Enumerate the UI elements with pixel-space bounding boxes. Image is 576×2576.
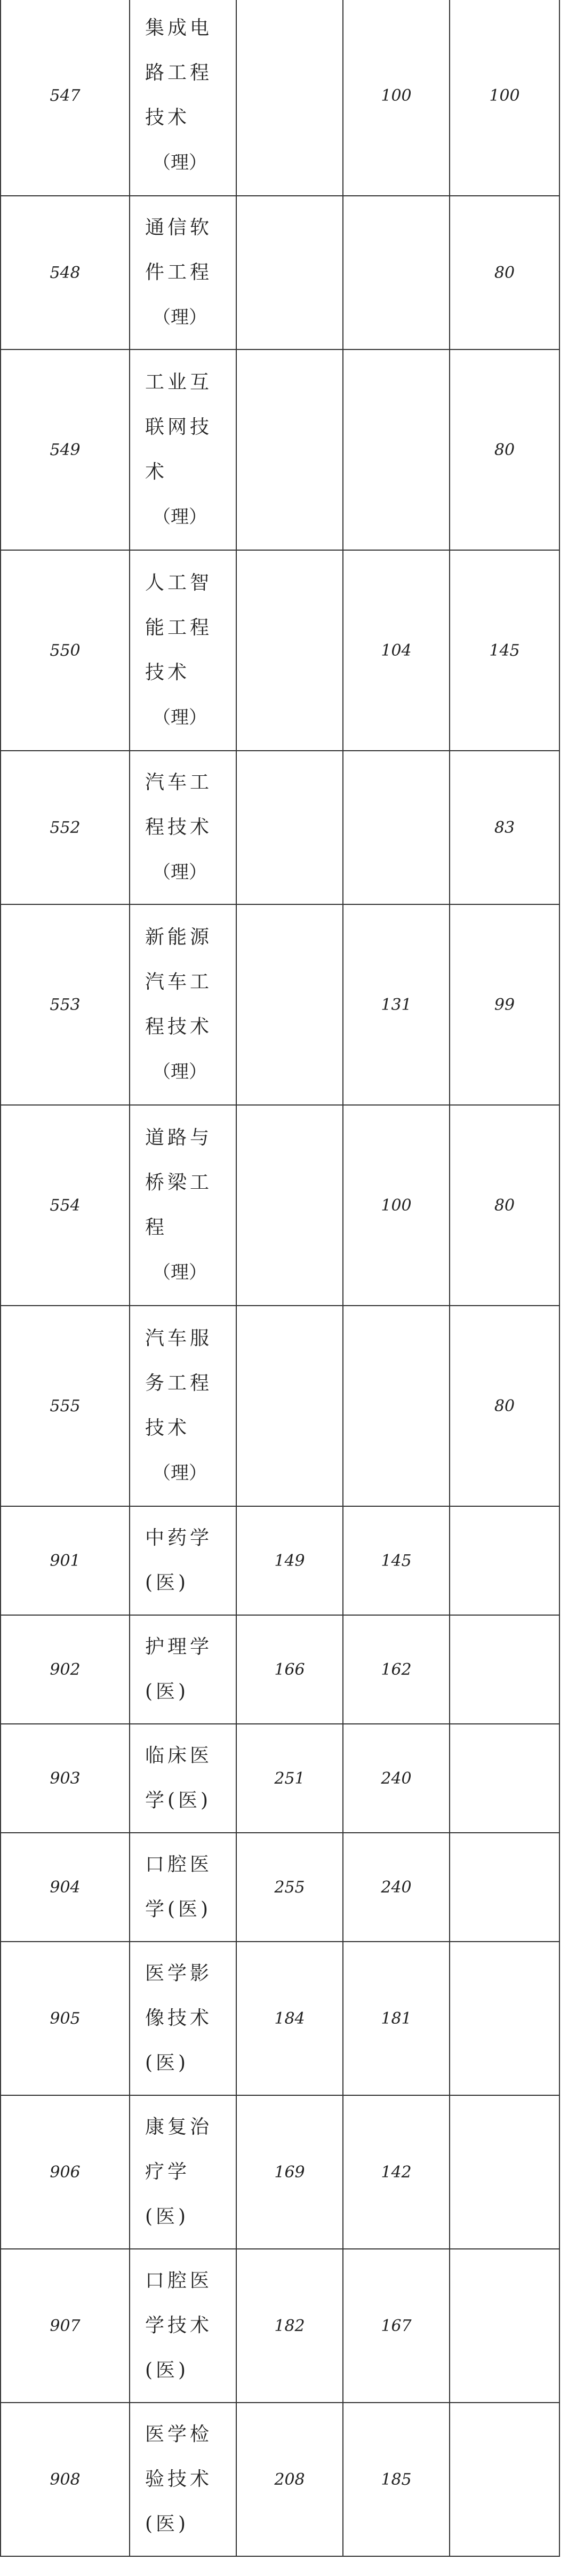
major-name-cell bbox=[130, 196, 236, 349]
score-cell-c: 80 bbox=[450, 1105, 559, 1306]
major-name-text: 口腔医学(医) bbox=[145, 1854, 213, 1920]
major-name-text: 康复治疗学(医) bbox=[145, 2116, 213, 2228]
subject-tag: （理） bbox=[153, 1061, 207, 1083]
score-table-body bbox=[1, 0, 559, 2556]
major-name-text: 临床医学(医) bbox=[145, 1745, 213, 1811]
major-name-cell bbox=[130, 2403, 236, 2556]
major-name-cell bbox=[130, 0, 236, 196]
score-cell-c: 99 bbox=[450, 904, 559, 1105]
score-cell-a: 166 bbox=[236, 1615, 343, 1724]
major-name-text: 道路与桥梁工程 bbox=[145, 1127, 213, 1238]
major-name-cell bbox=[130, 1615, 236, 1724]
subject-tag: （理） bbox=[153, 152, 207, 173]
score-cell-b: 167 bbox=[343, 2249, 450, 2403]
score-cell-a bbox=[236, 550, 343, 751]
score-cell-c: 145 bbox=[450, 550, 559, 751]
major-name-text: 口腔医学技术(医) bbox=[145, 2270, 213, 2381]
major-code-cell: 549 bbox=[1, 349, 130, 550]
major-name-cell bbox=[130, 2249, 236, 2403]
major-code-cell: 908 bbox=[1, 2403, 130, 2556]
score-cell-b: 240 bbox=[343, 1724, 450, 1833]
table-row bbox=[1, 904, 559, 1105]
score-cell-b: 240 bbox=[343, 1833, 450, 1942]
score-cell-a: 255 bbox=[236, 1833, 343, 1942]
major-code-cell: 552 bbox=[1, 751, 130, 904]
score-cell-a: 149 bbox=[236, 1506, 343, 1615]
major-code-cell: 902 bbox=[1, 1615, 130, 1724]
major-name-text: 工业互联网技术 bbox=[145, 371, 213, 483]
major-name-cell bbox=[130, 1306, 236, 1506]
score-cell-a: 208 bbox=[236, 2403, 343, 2556]
major-name-text: 护理学(医) bbox=[145, 1636, 213, 1703]
score-cell-a bbox=[236, 904, 343, 1105]
major-name-cell bbox=[130, 1833, 236, 1942]
score-cell-b: 100 bbox=[343, 1105, 450, 1306]
score-cell-a bbox=[236, 0, 343, 196]
score-cell-c: 80 bbox=[450, 196, 559, 349]
table-row bbox=[1, 349, 559, 550]
major-code-cell: 548 bbox=[1, 196, 130, 349]
major-name-cell bbox=[130, 1942, 236, 2095]
score-cell-b: 142 bbox=[343, 2095, 450, 2249]
major-name-text: 新能源汽车工程技术 bbox=[145, 926, 213, 1038]
major-code-cell: 547 bbox=[1, 0, 130, 196]
score-cell-c: 80 bbox=[450, 1306, 559, 1506]
major-name-cell bbox=[130, 1724, 236, 1833]
major-name-text: 中药学(医) bbox=[145, 1527, 213, 1594]
score-cell-a bbox=[236, 349, 343, 550]
major-code-cell: 904 bbox=[1, 1833, 130, 1942]
table-row bbox=[1, 1724, 559, 1833]
subject-tag: （理） bbox=[153, 506, 207, 528]
score-cell-b bbox=[343, 349, 450, 550]
subject-tag: （理） bbox=[153, 307, 207, 328]
subject-tag: （理） bbox=[153, 1462, 207, 1484]
table-row bbox=[1, 196, 559, 349]
score-cell-a: 169 bbox=[236, 2095, 343, 2249]
major-code-cell: 554 bbox=[1, 1105, 130, 1306]
score-cell-c bbox=[450, 1506, 559, 1615]
major-code-cell: 907 bbox=[1, 2249, 130, 2403]
table-row bbox=[1, 1615, 559, 1724]
major-name-cell bbox=[130, 349, 236, 550]
score-cell-a: 184 bbox=[236, 1942, 343, 2095]
major-code-cell: 553 bbox=[1, 904, 130, 1105]
score-cell-a bbox=[236, 1105, 343, 1306]
major-code-cell: 555 bbox=[1, 1306, 130, 1506]
score-cell-b: 104 bbox=[343, 550, 450, 751]
major-name-text: 汽车服务工程技术 bbox=[145, 1327, 213, 1439]
score-cell-b bbox=[343, 196, 450, 349]
score-cell-b bbox=[343, 751, 450, 904]
score-cell-c bbox=[450, 2249, 559, 2403]
major-code-cell: 901 bbox=[1, 1506, 130, 1615]
score-cell-b: 185 bbox=[343, 2403, 450, 2556]
score-cell-c bbox=[450, 1942, 559, 2095]
major-name-cell bbox=[130, 1506, 236, 1615]
score-cell-c bbox=[450, 2403, 559, 2556]
table-row bbox=[1, 1105, 559, 1306]
major-name-text: 人工智能工程技术 bbox=[145, 572, 213, 683]
subject-tag: （理） bbox=[153, 862, 207, 883]
major-name-text: 医学影像技术(医) bbox=[145, 1962, 213, 2074]
major-name-cell bbox=[130, 2095, 236, 2249]
major-name-text: 通信软件工程 bbox=[145, 217, 213, 283]
table-row bbox=[1, 751, 559, 904]
major-name-text: 集成电路工程技术 bbox=[145, 17, 213, 129]
score-cell-c bbox=[450, 1833, 559, 1942]
table-row bbox=[1, 2403, 559, 2556]
table-row bbox=[1, 1506, 559, 1615]
score-cell-a bbox=[236, 1306, 343, 1506]
score-cell-b: 162 bbox=[343, 1615, 450, 1724]
score-cell-c: 83 bbox=[450, 751, 559, 904]
score-cell-b bbox=[343, 1306, 450, 1506]
subject-tag: （理） bbox=[153, 1262, 207, 1283]
table-row bbox=[1, 2095, 559, 2249]
score-cell-b: 131 bbox=[343, 904, 450, 1105]
table-row bbox=[1, 1942, 559, 2095]
major-code-cell: 905 bbox=[1, 1942, 130, 2095]
score-cell-a bbox=[236, 751, 343, 904]
major-code-cell: 906 bbox=[1, 2095, 130, 2249]
score-cell-b: 145 bbox=[343, 1506, 450, 1615]
table-row bbox=[1, 2249, 559, 2403]
score-cell-b: 181 bbox=[343, 1942, 450, 2095]
major-name-text: 医学检验技术(医) bbox=[145, 2423, 213, 2535]
major-name-cell bbox=[130, 550, 236, 751]
major-name-cell bbox=[130, 904, 236, 1105]
score-cell-a: 251 bbox=[236, 1724, 343, 1833]
score-cell-c: 100 bbox=[450, 0, 559, 196]
major-code-cell: 903 bbox=[1, 1724, 130, 1833]
table-row bbox=[1, 1833, 559, 1942]
major-code-cell: 550 bbox=[1, 550, 130, 751]
table-row bbox=[1, 550, 559, 751]
score-cell-c bbox=[450, 1724, 559, 1833]
subject-tag: （理） bbox=[153, 707, 207, 728]
table-row bbox=[1, 0, 559, 196]
score-cell-b: 100 bbox=[343, 0, 450, 196]
score-cell-c bbox=[450, 1615, 559, 1724]
major-name-text: 汽车工程技术 bbox=[145, 772, 213, 838]
score-cell-c: 80 bbox=[450, 349, 559, 550]
score-cell-a bbox=[236, 196, 343, 349]
major-name-cell bbox=[130, 1105, 236, 1306]
score-cell-c bbox=[450, 2095, 559, 2249]
major-name-cell bbox=[130, 751, 236, 904]
table-row bbox=[1, 1306, 559, 1506]
score-cell-a: 182 bbox=[236, 2249, 343, 2403]
